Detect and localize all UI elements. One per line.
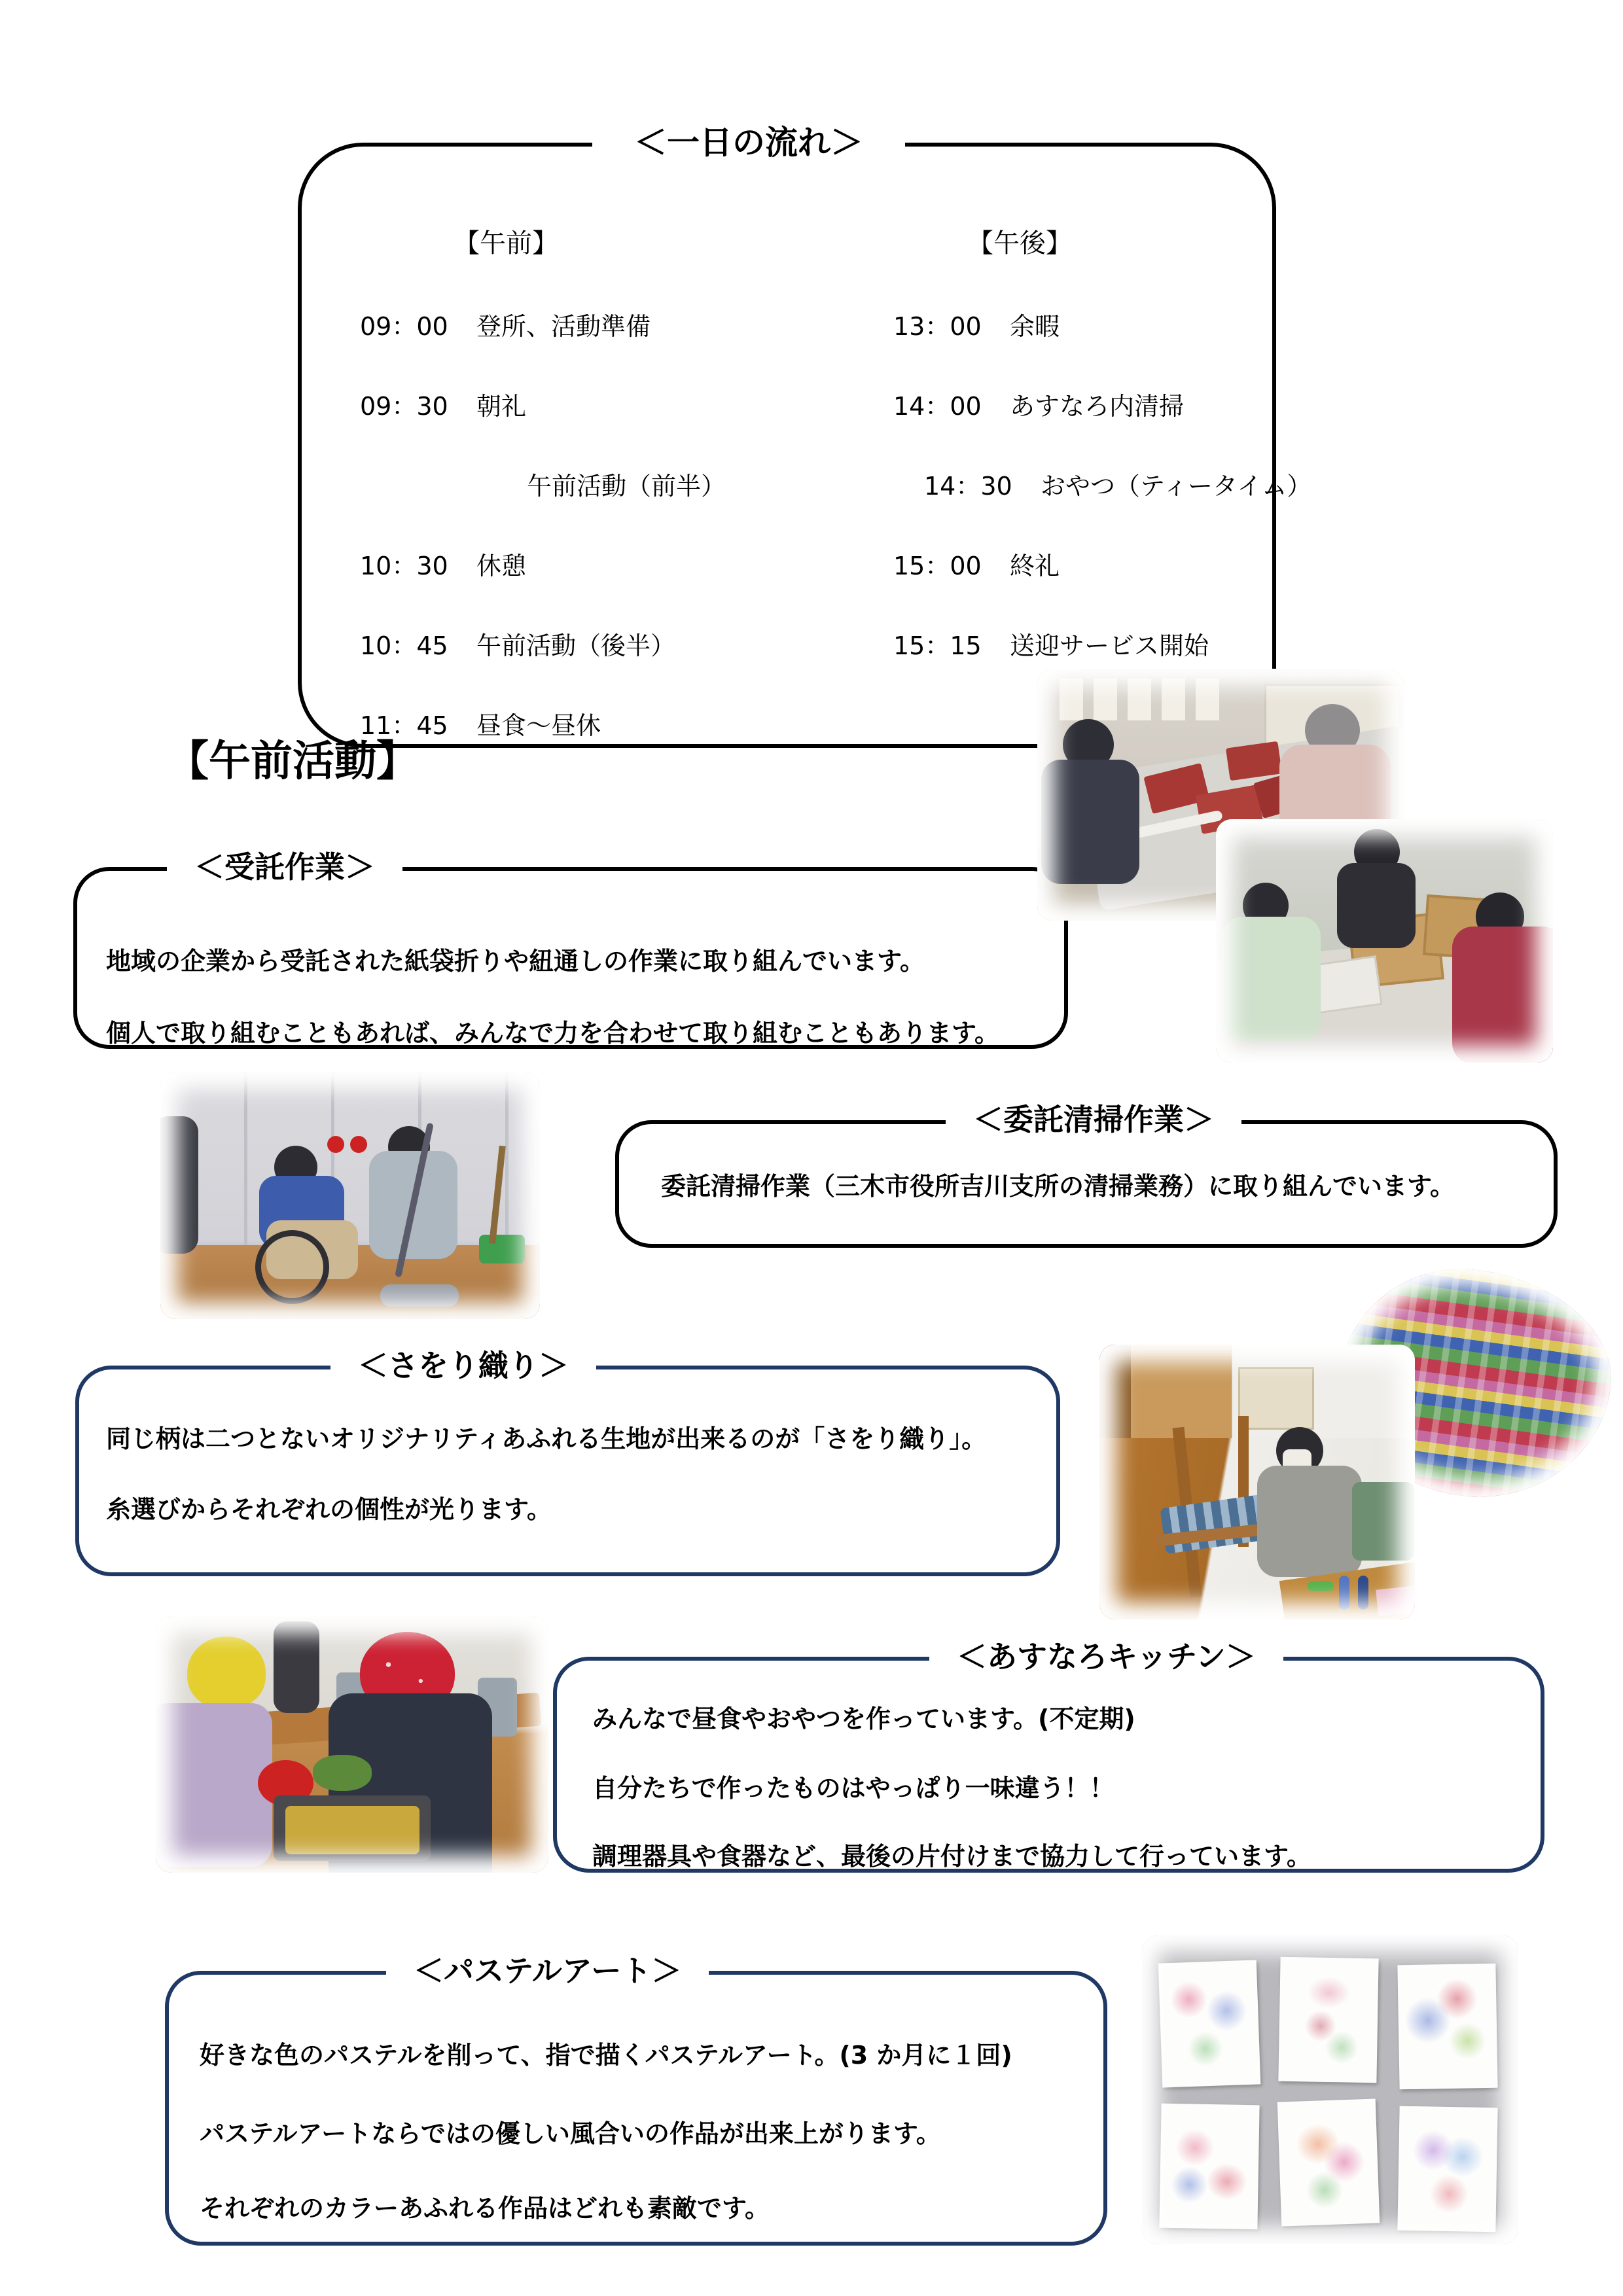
yellow-headscarf-shape [187,1636,266,1708]
pastel-artwork-card [1159,2104,1259,2230]
person-body-shape [1041,760,1139,884]
schedule-label: 午前活動（後半） [476,631,676,660]
saori-weaving-line: 糸選びからそれぞれの個性が光ります。 [106,1495,552,1524]
person-body-shape [1222,917,1321,1041]
paper-bag-shape [1226,741,1282,781]
daily-schedule-title: ＜一日の流れ＞ [592,123,905,162]
schedule-label: 余暇 [1010,312,1060,341]
schedule-row [360,306,651,342]
schedule-row [893,546,1060,582]
schedule-row [893,306,1060,342]
schedule-time: 10：45 [360,631,448,660]
pastel-art-line: それぞれのカラーあふれる作品はどれも素敵です。 [200,2194,770,2223]
schedule-time: 15：15 [893,631,982,660]
person-body-shape [1337,863,1416,948]
schedule-label: あすなろ内清掃 [1010,392,1185,421]
schedule-label: 朝礼 [476,392,527,421]
morning-activities-heading: 【午前活動】 [167,737,418,786]
cooking-photo [156,1616,548,1873]
saori-weaving-box [75,1366,1060,1576]
schedule-time: 13：00 [893,312,982,341]
pastel-artwork-card [1277,2098,1380,2226]
schedule-row [893,386,1184,422]
person-body-shape [1257,1466,1362,1577]
thread-roll-shape [1358,1576,1368,1610]
schedule-label: 昼食～昼休 [476,711,601,740]
asunaro-kitchen-line: 調理器具や食器など、最後の片付けまで協力して行っています。 [592,1842,1311,1871]
thread-roll-shape [1339,1576,1349,1610]
cleaning-work-line: 委託清掃作業（三木市役所吉川支所の清掃業務）に取り組んでいます。 [661,1172,1455,1201]
saori-weaving-title: ＜さをり織り＞ [330,1347,596,1385]
pastel-artwork-card [1397,2106,1497,2233]
pastel-art-line: パステルアートならではの優しい風合いの作品が出来上がります。 [200,2119,941,2148]
chair-shape [1352,1482,1414,1561]
pastel-artwork-card [1158,1960,1261,2087]
schedule-label: 送迎サービス開始 [1010,631,1209,660]
person-body-shape [160,1116,198,1254]
food-shape [285,1806,419,1854]
person-body-shape [1452,927,1554,1063]
schedule-time: 10：30 [360,552,448,580]
contract-work-title: ＜受託作業＞ [167,848,402,886]
schedule-label: 午前活動（前半） [527,472,726,501]
schedule-label: 登所、活動準備 [476,312,651,341]
asunaro-kitchen-title: ＜あすなろキッチン＞ [929,1638,1283,1676]
greens-plate-shape [313,1755,372,1791]
pastel-artwork-card [1397,1964,1497,2090]
schedule-row [527,466,726,502]
wall-posters-shape [1060,679,1223,720]
asunaro-kitchen-line: みんなで昼食やおやつを作っています。(不定期) [592,1704,1135,1733]
schedule-row [893,626,1209,662]
afternoon-column-header: 【午後】 [967,228,1072,258]
contract-work-line: 個人で取り組むこともあれば、みんなで力を合わせて取り組むこともあります。 [106,1019,999,1048]
schedule-row [360,546,526,582]
saori-weaving-line: 同じ柄は二つとないオリジナリティあふれる生地が出来るのが「さをり織り」。 [106,1424,987,1453]
pastel-artwork-card [1278,1957,1378,2083]
schedule-row [360,386,526,422]
schedule-label: 休憩 [476,552,527,580]
schedule-time: 14：00 [893,392,982,421]
box-packing-photo [1216,819,1553,1063]
asunaro-kitchen-line: 自分たちで作ったものはやっぱり一味違う！！ [592,1774,1115,1803]
hallway-mopping-photo [160,1072,540,1319]
schedule-time: 15：00 [893,552,982,580]
pastel-art-title: ＜パステルアート＞ [386,1952,709,1990]
cleaning-work-title: ＜委託清掃作業＞ [946,1101,1241,1139]
schedule-time: 09：30 [360,392,448,421]
pastel-art-line: 好きな色のパステルを削って、指で描くパステルアート。(3 か月に１回) [200,2041,1012,2070]
person-body-shape [156,1703,272,1867]
weaving-loom-photo [1099,1345,1415,1619]
mop-head-shape [380,1284,459,1307]
dustpan-shape [479,1235,525,1263]
wheelchair-wheel-shape [255,1230,329,1304]
schedule-time: 09：00 [360,312,448,341]
schedule-row [924,466,1311,502]
notice-board-shape [1238,1367,1314,1430]
schedule-label: おやつ（ティータイム） [1041,472,1312,501]
morning-column-header: 【午前】 [454,228,558,258]
pastel-artworks-photo [1142,1935,1518,2244]
person-body-shape [274,1621,319,1713]
schedule-label: 終礼 [1010,552,1060,580]
contract-work-line: 地域の企業から受託された紙袋折りや紐通しの作業に取り組んでいます。 [106,947,925,976]
schedule-row [360,626,675,662]
schedule-time: 14：30 [924,472,1012,501]
schedule-time: 11：45 [360,711,448,740]
scissors-shape [1308,1581,1334,1591]
